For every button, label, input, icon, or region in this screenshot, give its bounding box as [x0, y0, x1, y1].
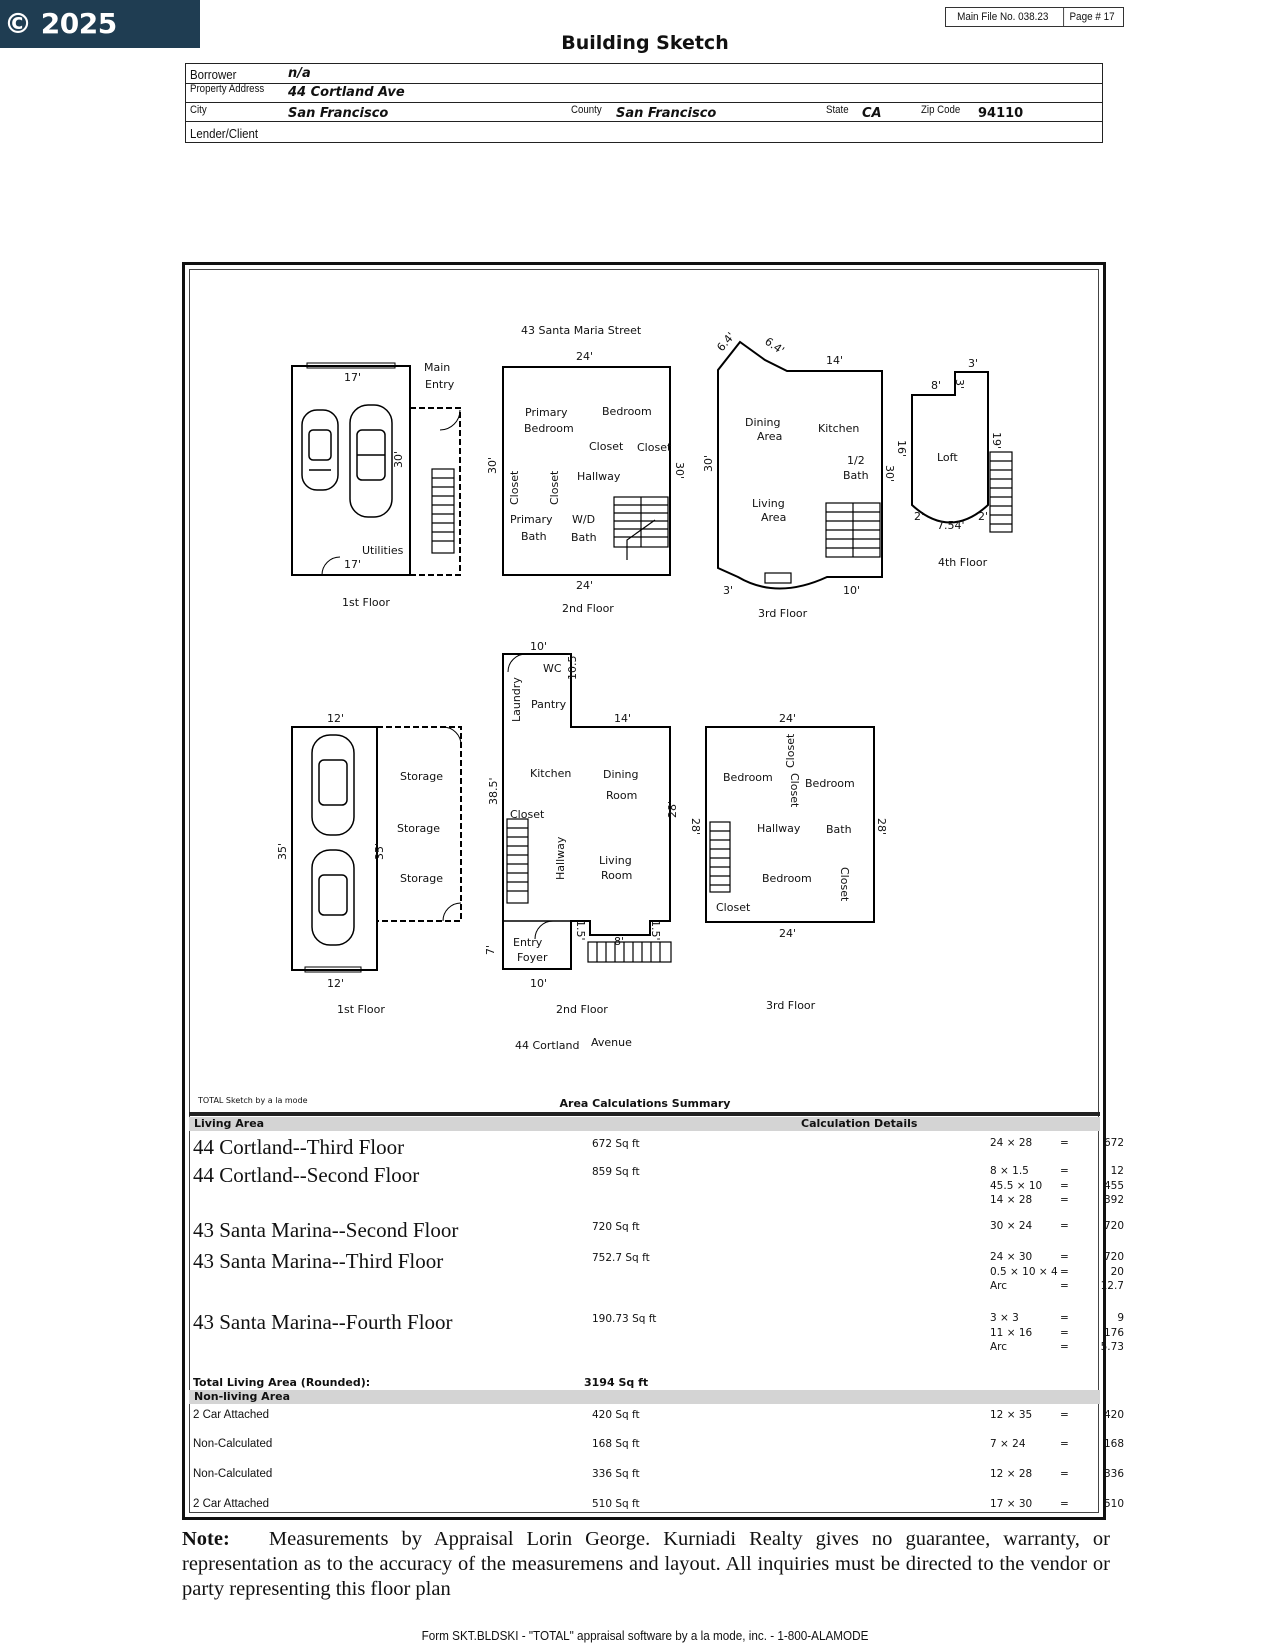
non-living-area-sqft: 168 Sq ft — [592, 1438, 640, 1450]
dimension-label: 28' — [666, 800, 679, 818]
calc-formula: 12 × 28 — [990, 1468, 1033, 1480]
front-steps-icon — [588, 942, 671, 962]
dimension-label: 6.4' — [714, 329, 738, 354]
calc-equals: = — [1060, 1468, 1069, 1480]
room-label: Bedroom — [805, 777, 855, 790]
room-label: Bedroom — [524, 422, 574, 435]
calc-equals: = — [1060, 1265, 1069, 1278]
calc-result: 20 — [1110, 1265, 1124, 1278]
dimension-label: 14' — [826, 354, 844, 367]
room-label: Area — [761, 511, 787, 524]
dimension-label: 35' — [373, 842, 386, 860]
non-living-header: Non-living Area — [194, 1390, 290, 1403]
county-value: San Francisco — [616, 106, 717, 121]
dimension-label: 35' — [276, 842, 289, 860]
room-label: Bedroom — [723, 771, 773, 784]
room-label: Closet — [508, 470, 521, 505]
door-swing-icon — [508, 654, 526, 672]
calc-details-header: Calculation Details — [801, 1117, 918, 1130]
living-area-calc — [990, 1250, 1124, 1294]
note-label: Note: — [182, 1528, 230, 1550]
non-living-area-name: 2 Car Attached — [193, 1498, 270, 1510]
calc-result: 9 — [1117, 1312, 1124, 1324]
dimension-label: 8' — [931, 379, 942, 392]
room-label: Bath — [521, 530, 547, 543]
calc-formula: Arc — [990, 1280, 1008, 1292]
city-label: City — [190, 104, 207, 116]
dimension-label: 24' — [576, 579, 594, 592]
dimension-label: 7.54' — [937, 519, 965, 532]
room-label: Foyer — [517, 951, 548, 964]
car-sedan-icon — [312, 735, 354, 835]
calc-result: 455 — [1103, 1179, 1124, 1192]
living-area-name: 43 Santa Marina--Third Floor — [193, 1249, 444, 1273]
bottom-1st-floor-garage — [292, 727, 377, 970]
non-living-area-name: Non-Calculated — [193, 1468, 273, 1480]
room-label: Closet — [510, 808, 545, 821]
non-living-area-name: Non-Calculated — [193, 1438, 273, 1450]
lender-label: Lender/Client — [190, 126, 259, 141]
calc-result: 672 — [1103, 1137, 1124, 1149]
stairs-icon — [614, 497, 668, 560]
room-label: Primary — [525, 406, 568, 419]
room-label: Closet — [788, 773, 801, 808]
summary-title: Area Calculations Summary — [559, 1097, 731, 1110]
calc-result: 336 — [1103, 1468, 1124, 1480]
living-area-calc — [990, 1219, 1124, 1234]
calc-result: 5.73 — [1100, 1341, 1124, 1353]
dimension-label: 30' — [883, 465, 896, 483]
room-label: WC — [543, 662, 562, 675]
street-bottom-label: Avenue — [591, 1036, 632, 1049]
dimension-label: 10.5' — [566, 652, 579, 680]
living-area-name: 44 Cortland--Third Floor — [193, 1135, 405, 1159]
door-swing-icon — [443, 727, 461, 745]
room-label: Dining — [603, 768, 639, 781]
calc-equals: = — [1060, 1438, 1069, 1450]
dimension-label: 8' — [614, 935, 625, 948]
sketch-labels — [337, 324, 988, 1052]
calc-result: 12.7 — [1100, 1280, 1124, 1292]
main-file-number: Main File No. 038.23 — [957, 11, 1049, 23]
dimension-label: 7' — [484, 944, 497, 955]
copyright-watermark: © 2025 CCAR — [0, 0, 200, 48]
room-label: Loft — [937, 451, 958, 464]
room-label: Storage — [400, 770, 444, 783]
street-top-label: 43 Santa Maria Street — [521, 324, 642, 337]
summary-divider — [189, 1112, 1100, 1116]
calc-equals: = — [1060, 1165, 1069, 1177]
room-label: Room — [601, 869, 633, 882]
living-area-sqft: 672 Sq ft — [592, 1138, 640, 1150]
stairs-icon — [507, 819, 528, 903]
calc-formula: 7 × 24 — [990, 1438, 1026, 1450]
dimension-label: 30' — [486, 456, 499, 474]
non-living-area-sqft: 336 Sq ft — [592, 1468, 640, 1480]
room-label: Primary — [510, 513, 553, 526]
car-convertible-icon — [312, 850, 354, 945]
car-convertible-icon — [302, 410, 338, 490]
calc-equals: = — [1060, 1179, 1069, 1192]
living-area-name: 43 Santa Marina--Second Floor — [193, 1218, 459, 1242]
zip-label: Zip Code — [921, 104, 961, 116]
calc-equals: = — [1060, 1409, 1069, 1421]
living-area-header: Living Area — [194, 1117, 265, 1130]
city-value: San Francisco — [288, 106, 389, 121]
dimension-labels — [276, 330, 1003, 990]
non-living-area-calc — [990, 1467, 1124, 1482]
page-number: Page # 17 — [1063, 8, 1120, 26]
room-label: W/D — [572, 513, 596, 526]
room-label: Kitchen — [818, 422, 860, 435]
living-area-header-bar — [189, 1117, 1100, 1131]
room-label: Bath — [571, 531, 597, 544]
address-label: Property Address — [190, 83, 265, 95]
borrower-value: n/a — [288, 66, 311, 81]
room-label: Hallway — [577, 470, 621, 483]
dimension-label: 1.5' — [649, 920, 662, 941]
dimension-label: 1.5' — [574, 920, 587, 941]
disclaimer-note — [182, 1527, 1110, 1602]
room-label: Bath — [826, 823, 852, 836]
room-label: Living — [599, 854, 632, 867]
non-living-area-sqft: 420 Sq ft — [592, 1409, 640, 1421]
form-footer: Form SKT.BLDSKI - "TOTAL" appraisal software by a la mode, inc. - 1-800-ALAMODE — [421, 1628, 869, 1643]
stairs-icon — [432, 469, 454, 553]
room-label: Closet — [589, 440, 624, 453]
dimension-label: 10' — [530, 640, 548, 653]
non-living-area-calc — [990, 1497, 1124, 1512]
dimension-label: 17' — [344, 371, 362, 384]
state-value: CA — [862, 106, 882, 121]
room-label: Bedroom — [602, 405, 652, 418]
room-label: Living — [752, 497, 785, 510]
room-label: Hallway — [554, 836, 567, 880]
dimension-label: 38.5' — [487, 777, 500, 805]
room-label: Utilities — [362, 544, 404, 557]
address-value: 44 Cortland Ave — [288, 85, 405, 100]
dimension-label: 3' — [968, 357, 979, 370]
dimension-label: 17' — [344, 558, 362, 571]
dimension-label: 10' — [843, 584, 861, 597]
top-4th-floor-loft-outline — [912, 372, 988, 523]
calc-result: 392 — [1103, 1194, 1124, 1206]
dimension-label: 12' — [327, 712, 345, 725]
dimension-label: 30' — [392, 450, 405, 468]
calc-formula: 17 × 30 — [990, 1498, 1033, 1510]
calc-equals: = — [1060, 1137, 1069, 1149]
room-label: Closet — [838, 867, 851, 902]
calc-result: 720 — [1103, 1220, 1124, 1232]
sketch-credit: TOTAL Sketch by a la mode — [198, 1096, 308, 1105]
calc-formula: 30 × 24 — [990, 1220, 1033, 1232]
calc-formula: 24 × 28 — [990, 1137, 1033, 1149]
living-area-sqft: 190.73 Sq ft — [592, 1313, 657, 1325]
living-area-name: 43 Santa Marina--Fourth Floor — [193, 1310, 453, 1334]
street-bottom-label: 44 Cortland — [515, 1039, 580, 1052]
zip-value: 94110 — [978, 106, 1024, 121]
dimension-label: 19' — [990, 432, 1003, 450]
living-area-calc — [990, 1136, 1124, 1151]
living-area-sqft: 720 Sq ft — [592, 1221, 640, 1233]
calc-equals: = — [1060, 1251, 1069, 1263]
calc-formula: 45.5 × 10 — [990, 1179, 1043, 1192]
calc-equals: = — [1060, 1341, 1069, 1353]
state-label: State — [826, 104, 849, 116]
non-living-area-calc — [990, 1408, 1124, 1423]
living-area-sqft: 752.7 Sq ft — [592, 1252, 650, 1264]
room-label: Laundry — [510, 677, 523, 722]
car-sedan-icon — [350, 405, 392, 517]
room-label: Closet — [716, 901, 751, 914]
calc-result: 720 — [1103, 1251, 1124, 1263]
room-label: Room — [606, 789, 638, 802]
calc-formula: 8 × 1.5 — [990, 1165, 1029, 1177]
calc-formula: 14 × 28 — [990, 1194, 1033, 1206]
room-label: Main — [424, 361, 451, 374]
door-swing-icon — [440, 410, 460, 430]
dimension-label: 12' — [327, 977, 345, 990]
floor-label: 3rd Floor — [758, 607, 808, 620]
room-label: Closet — [784, 733, 797, 768]
room-label: Storage — [397, 822, 441, 835]
calc-result: 12 — [1110, 1165, 1124, 1177]
calc-formula: Arc — [990, 1341, 1008, 1353]
calc-formula: 3 × 3 — [990, 1312, 1019, 1324]
calc-formula: 0.5 × 10 × 4 — [990, 1265, 1058, 1278]
room-label: Entry — [425, 378, 455, 391]
stairs-icon — [826, 503, 880, 557]
room-label: Pantry — [531, 698, 567, 711]
floor-label: 4th Floor — [938, 556, 988, 569]
fireplace-icon — [765, 573, 791, 583]
calc-result: 420 — [1103, 1409, 1124, 1421]
calc-formula: 11 × 16 — [990, 1326, 1033, 1339]
dimension-label: 28' — [875, 818, 888, 836]
calc-formula: 12 × 35 — [990, 1409, 1033, 1421]
floor-label: 3rd Floor — [766, 999, 816, 1012]
county-label: County — [571, 104, 602, 116]
dimension-label: 2' — [978, 510, 989, 523]
floor-label: 2nd Floor — [562, 602, 614, 615]
living-area-sqft: 859 Sq ft — [592, 1166, 640, 1178]
dimension-label: 16' — [895, 440, 908, 458]
calc-equals: = — [1060, 1326, 1069, 1339]
room-label: Bath — [843, 469, 869, 482]
floor-label: 1st Floor — [342, 596, 390, 609]
dimension-label: 10' — [530, 977, 548, 990]
room-label: Closet — [548, 470, 561, 505]
dimension-label: 24' — [779, 712, 797, 725]
calc-equals: = — [1060, 1280, 1069, 1292]
dimension-label: 2' — [914, 510, 925, 523]
dimension-label: 30' — [673, 462, 686, 480]
calc-result: 510 — [1103, 1498, 1124, 1510]
non-living-area-name: 2 Car Attached — [193, 1409, 270, 1421]
note-text: Measurements by Appraisal Lorin George. Kurniadi Realty gives no guarantee, warranty, or representation as to the accuracy of the measuremens and layout. All inquiries must be directed to the vendor or party representing this floor plan — [182, 1528, 1110, 1600]
door-swing-icon — [443, 903, 461, 921]
floor-label: 1st Floor — [337, 1003, 385, 1016]
room-label: Kitchen — [530, 767, 572, 780]
stairs-icon — [710, 822, 730, 892]
room-label: Closet — [637, 441, 672, 454]
total-living-value: 3194 Sq ft — [584, 1376, 649, 1389]
room-label: Hallway — [757, 822, 801, 835]
calc-equals: = — [1060, 1194, 1069, 1206]
calc-result: 168 — [1103, 1438, 1124, 1450]
room-label: Entry — [513, 936, 543, 949]
living-area-name: 44 Cortland--Second Floor — [193, 1163, 420, 1187]
dimension-label: 24' — [576, 350, 594, 363]
calc-result: 176 — [1103, 1326, 1124, 1339]
dimension-label: 30' — [702, 454, 715, 472]
stairs-icon — [990, 452, 1012, 532]
room-label: Dining — [745, 416, 781, 429]
calc-equals: = — [1060, 1220, 1069, 1232]
calc-formula: 24 × 30 — [990, 1251, 1033, 1263]
dimension-label: 3' — [723, 584, 734, 597]
living-area-calc — [990, 1164, 1124, 1208]
door-swing-icon — [322, 557, 340, 575]
non-living-area-sqft: 510 Sq ft — [592, 1498, 640, 1510]
non-living-header-bar — [189, 1390, 1100, 1404]
dimension-label: 14' — [614, 712, 632, 725]
living-area-calc — [990, 1311, 1124, 1355]
calc-equals: = — [1060, 1312, 1069, 1324]
calc-equals: = — [1060, 1498, 1069, 1510]
total-living-label: Total Living Area (Rounded): — [193, 1376, 371, 1389]
borrower-label: Borrower — [190, 67, 237, 82]
room-label: Storage — [400, 872, 444, 885]
dimension-label: 3' — [953, 379, 966, 390]
dimension-label: 24' — [779, 927, 797, 940]
dimension-label: 28' — [689, 818, 702, 836]
room-label: Area — [757, 430, 783, 443]
dimension-label: 6.4' — [762, 334, 787, 358]
non-living-area-calc — [990, 1437, 1124, 1452]
page-title: Building Sketch — [561, 32, 729, 54]
room-label: Bedroom — [762, 872, 812, 885]
room-label: 1/2 — [847, 454, 865, 467]
top-1st-floor-stair-area — [410, 408, 460, 575]
floor-label: 2nd Floor — [556, 1003, 608, 1016]
